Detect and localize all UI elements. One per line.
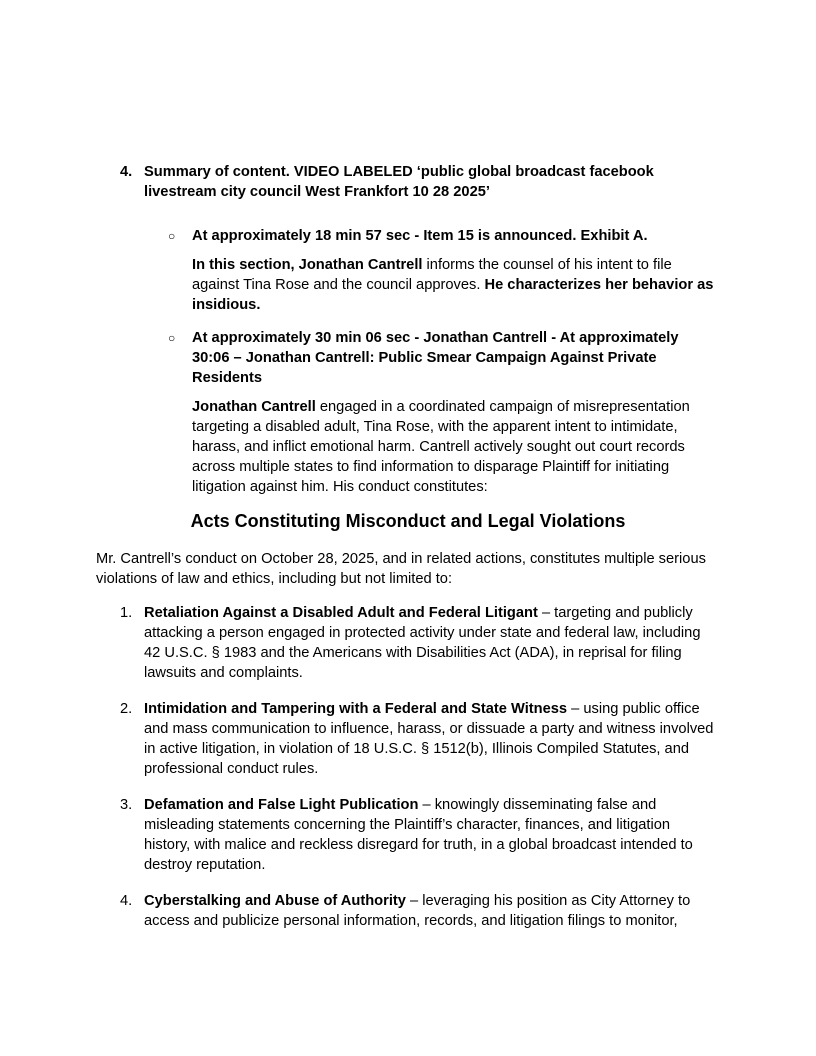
list-item-summary: [120, 162, 720, 202]
violation-item: [120, 699, 720, 779]
violation-body: [144, 603, 720, 683]
summary-title: Summary of content. VIDEO LABELED ‘public global broadcast facebook livestream city council West Frankfort 10 28 2025’: [144, 164, 654, 200]
violation-body: [144, 795, 720, 875]
text-run: He characterizes her behavior as insidious.: [192, 277, 714, 313]
violation-item: [120, 891, 720, 931]
text-run: engaged in a coordinated campaign of misrepresentation targeting a disabled adult, Tina Rose, with the apparent intent to intimidate, harass, and inflict emotional harm. Cantrell actively sought out court records across multiple states to find information to disparage Plaintiff for initiating litigation against him. His conduct constitutes:: [192, 399, 690, 495]
violation-item: [120, 795, 720, 875]
list-number: 2.: [120, 701, 133, 717]
violation-text: – using public office and mass communication to influence, harass, or dissuade a party and witness involved in active litigation, in violation of 18 U.S.C. § 1512(b), Illinois Compiled Statutes, and professional conduct rules.: [144, 701, 714, 777]
violation-title: Retaliation Against a Disabled Adult and Federal Litigant: [144, 605, 538, 621]
list-number: 4.: [120, 164, 133, 180]
intro-paragraph: Mr. Cantrell’s conduct on October 28, 2025, and in related actions, constitutes multiple serious violations of law and ethics, including but not limited to:: [96, 551, 706, 587]
violation-title: Defamation and False Light Publication: [144, 797, 419, 813]
violation-text: – knowingly disseminating false and misleading statements concerning the Plaintiff’s character, finances, and litigation history, with malice and reckless disregard for truth, in a global broadcast intended to destroy reputation.: [144, 797, 693, 873]
list-number: 3.: [120, 797, 133, 813]
bullet-paragraph: [192, 397, 720, 497]
hollow-bullet-icon: ○: [168, 229, 176, 243]
bullet-heading: At approximately 18 min 57 sec - Item 15 is announced. Exhibit A.: [192, 228, 648, 244]
bullet-heading: At approximately 30 min 06 sec - Jonathan Cantrell - At approximately 30:06 – Jonathan Cantrell: Public Smear Campaign Against Private Residents: [192, 330, 679, 386]
violation-item: [120, 603, 720, 683]
text-run: In this section, Jonathan Cantrell: [192, 257, 423, 273]
bullet-item-30min: [168, 328, 720, 388]
bullet-paragraph: [192, 255, 720, 315]
text-run: Jonathan Cantrell: [192, 399, 316, 415]
violation-body: [144, 699, 720, 779]
violation-title: Cyberstalking and Abuse of Authority: [144, 893, 406, 909]
section-heading: Acts Constituting Misconduct and Legal Violations: [190, 511, 626, 531]
violation-text: – leveraging his position as City Attorney to access and publicize personal information, records, and litigation filings to monitor,: [144, 893, 691, 929]
violation-body: [144, 891, 720, 931]
text-run: informs the counsel of his intent to file against Tina Rose and the council approves.: [192, 257, 672, 293]
violation-text: – targeting and publicly attacking a person engaged in protected activity under state and federal law, including 42 U.S.C. § 1983 and the Americans with Disabilities Act (ADA), in reprisal for filing lawsuits and complaints.: [144, 605, 701, 681]
bullet-item-18min: [168, 226, 720, 246]
hollow-bullet-icon: ○: [168, 331, 176, 345]
list-number: 4.: [120, 893, 133, 909]
violation-title: Intimidation and Tampering with a Federal and State Witness: [144, 701, 568, 717]
list-number: 1.: [120, 605, 133, 621]
